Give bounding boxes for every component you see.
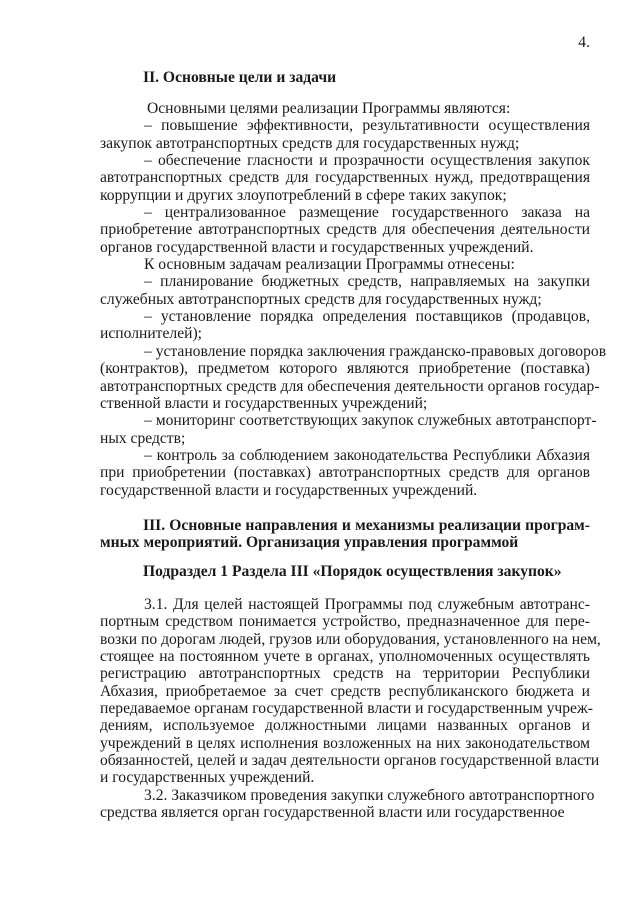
text-line: портным средством понимается устройство, предназначенное для пере- <box>100 613 590 631</box>
section-3-body <box>100 596 601 822</box>
paragraph <box>100 308 590 343</box>
text-line: – централизованное размещение государственного заказа на <box>144 204 590 222</box>
text-line: дениям, используемое должностными лицами названных органов и <box>100 717 590 735</box>
paragraph <box>100 596 601 787</box>
text-line: при приобретении (поставках) автотранспортных средств для органов <box>100 464 590 482</box>
paragraph <box>100 100 590 117</box>
text-line: 3.2. Заказчиком проведения закупки служебного автотранспортного <box>144 786 595 804</box>
text-line: передаваемое органам государственной власти и государственным учреж- <box>100 700 593 718</box>
paragraph <box>100 256 590 273</box>
paragraph <box>100 786 595 822</box>
text-line: приобретение автотранспортных средств для обеспечения деятельности <box>100 221 590 239</box>
text-line: автотранспортных средств для обеспечения деятельности органов государ- <box>100 377 600 395</box>
text-line: К основным задачам реализации Программы отнесены: <box>144 256 515 274</box>
text-line: автотранспортных средств для государственных нужд, предотвращения <box>100 169 590 187</box>
text-line: – планирование бюджетных средств, направляемых на закупки <box>144 273 590 291</box>
text-line: 3.1. Для целей настоящей Программы под служебным автотранс- <box>144 596 590 613</box>
text-line: – установление порядка заключения гражданско-правовых договоров <box>144 342 607 360</box>
text-line: государственной власти и государственных учреждений. <box>100 481 478 499</box>
text-line: Основными целями реализации Программы являются: <box>147 100 511 117</box>
section-2-body <box>100 100 607 499</box>
page-number: 4. <box>578 34 590 51</box>
text-line: и государственных учреждений. <box>100 769 315 787</box>
paragraph <box>100 152 590 204</box>
section-3-heading <box>100 517 590 552</box>
text-line: – установление порядка определения поставщиков (продавцов, <box>144 308 590 326</box>
text-line: – контроль за соблюдением законодательства Республики Абхазия <box>144 446 590 464</box>
text-line: обязанностей, целей и задач деятельности органов государственной власти <box>100 752 600 770</box>
text-line: органов государственной власти и государственных учреждений. <box>100 238 534 256</box>
text-line: (контрактов), предметом которого являются приобретение (поставка) <box>100 360 590 378</box>
text-line: возки по дорогам людей, грузов или оборудования, установленного на нем, <box>100 630 601 648</box>
section-3-heading-line: мных мероприятий. Организация управления программой <box>100 534 519 552</box>
text-line: коррупции и других злоупотреблений в сфере таких закупок; <box>100 186 507 204</box>
text-line: Абхазия, приобретаемое за счет средств республиканского бюджета и <box>100 682 590 700</box>
paragraph <box>100 342 607 412</box>
subsection-heading: Подраздел 1 Раздела III «Порядок осуществления закупок» <box>143 563 562 580</box>
text-line: исполнителей); <box>100 325 202 343</box>
section-3-heading-line: III. Основные направления и механизмы реализации програм- <box>143 517 590 534</box>
section-2-heading: II. Основные цели и задачи <box>143 69 337 86</box>
text-line: служебных автотранспортных средств для государственных нужд; <box>100 290 542 308</box>
text-line: ственной власти и государственных учреждений; <box>100 394 428 412</box>
text-line: – обеспечение гласности и прозрачности осуществления закупок <box>144 152 590 170</box>
text-line: учреждений в целях исполнения возложенных на них законодательством <box>100 734 590 752</box>
text-line: регистрацию автотранспортных средств на территории Республики <box>100 665 590 683</box>
text-line: ных средств; <box>100 429 186 447</box>
text-line: закупок автотранспортных средств для государственных нужд; <box>100 134 520 152</box>
paragraph <box>100 447 590 499</box>
paragraph <box>100 412 597 447</box>
text-line: средства является орган государственной власти или государственное <box>100 804 565 822</box>
text-line: – мониторинг соответствующих закупок служебных автотранспорт- <box>144 412 597 430</box>
paragraph <box>100 117 590 152</box>
paragraph <box>100 273 590 308</box>
text-line: стоящее на постоянном учете в органах, уполномоченных осуществлять <box>100 648 590 666</box>
paragraph <box>100 204 590 256</box>
text-line: – повышение эффективности, результативности осуществления <box>144 117 590 135</box>
